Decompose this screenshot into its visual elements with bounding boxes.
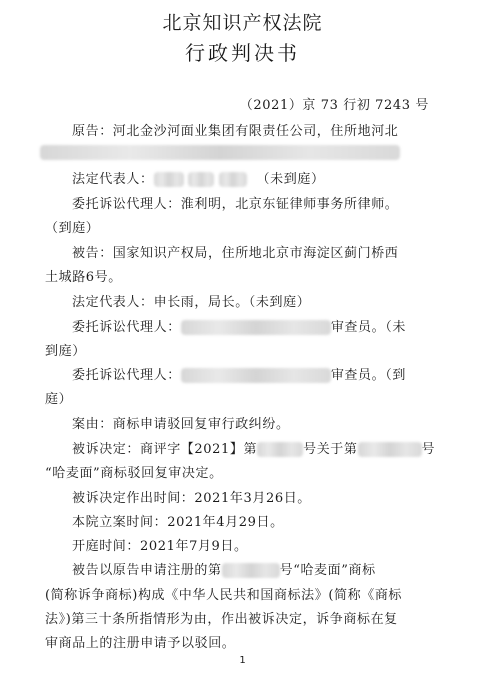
hearing-date: 开庭时间：2021年7月9日。: [72, 539, 248, 554]
redacted-number: [222, 563, 280, 578]
redacted-address: [40, 145, 400, 160]
legal-rep-status: （未到庭）: [256, 172, 325, 187]
document-title: 行政判决书: [185, 41, 300, 65]
page-number: 1: [239, 655, 246, 666]
case-number: （2021）京 73 行初 7243 号: [239, 98, 429, 113]
challenged-decision: [72, 438, 435, 457]
body-paragraph-line: 审商品上的注册申请予以驳回。: [45, 636, 236, 651]
defendant-agent-2-cont: 庭）: [45, 392, 73, 407]
body-text: 号“哈麦面”商标: [279, 563, 376, 578]
body-paragraph-line: (简称诉争商标)构成《中华人民共和国商标法》(简称《商标: [45, 588, 403, 603]
agent-label: 委托诉讼代理人：: [72, 320, 181, 335]
legal-rep-label: 法定代表人：: [72, 172, 154, 187]
redacted-name: [154, 172, 184, 187]
redacted-name: [188, 172, 214, 187]
plaintiff-legal-rep: [72, 168, 325, 187]
body-paragraph-line: [72, 559, 376, 578]
body-text: 被告以原告申请注册的第: [72, 563, 222, 578]
redacted-number: [358, 442, 422, 457]
decision-text: 号: [421, 442, 436, 457]
filing-date: 本院立案时间：2021年4月29日。: [72, 515, 284, 530]
redacted-name: [181, 320, 331, 335]
defendant-legal-rep: 法定代表人：申长雨，局长。（未到庭）: [72, 295, 311, 310]
agent-tail: 审查员。（到: [330, 368, 406, 383]
redacted-name: [181, 368, 331, 383]
decision-text: 被诉决定：商评字【2021】第: [72, 442, 258, 457]
body-paragraph-line: 法》)第三十条所指情形为由，作出被诉决定，诉争商标在复: [45, 612, 398, 627]
plaintiff-line: 原告：河北金沙河面业集团有限责任公司，住所地河北: [72, 124, 399, 139]
agent-tail: 审查员。（未: [330, 320, 406, 335]
decision-date: 被诉决定作出时间：2021年3月26日。: [72, 491, 311, 506]
redacted-number: [257, 442, 303, 457]
defendant-agent-1: [72, 316, 406, 335]
agent-label: 委托诉讼代理人：: [72, 368, 181, 383]
defendant-agent-1-cont: 到庭）: [45, 344, 86, 359]
plaintiff-agent-status: （到庭）: [45, 221, 100, 236]
decision-text: 号关于第: [303, 442, 358, 457]
defendant-agent-2: [72, 364, 406, 383]
plaintiff-agent: 委托诉讼代理人：淮利明，北京东钲律师事务所律师。: [72, 197, 399, 212]
redacted-name: [219, 172, 247, 187]
case-cause: 案由：商标申请驳回复审行政纠纷。: [72, 417, 290, 432]
challenged-decision-cont: “哈麦面”商标驳回复审决定。: [45, 466, 223, 481]
defendant-line: 被告：国家知识产权局，住所地北京市海淀区蓟门桥西: [72, 246, 399, 261]
court-name: 北京知识产权法院: [162, 12, 323, 34]
defendant-address-cont: 土城路6号。: [45, 270, 122, 285]
